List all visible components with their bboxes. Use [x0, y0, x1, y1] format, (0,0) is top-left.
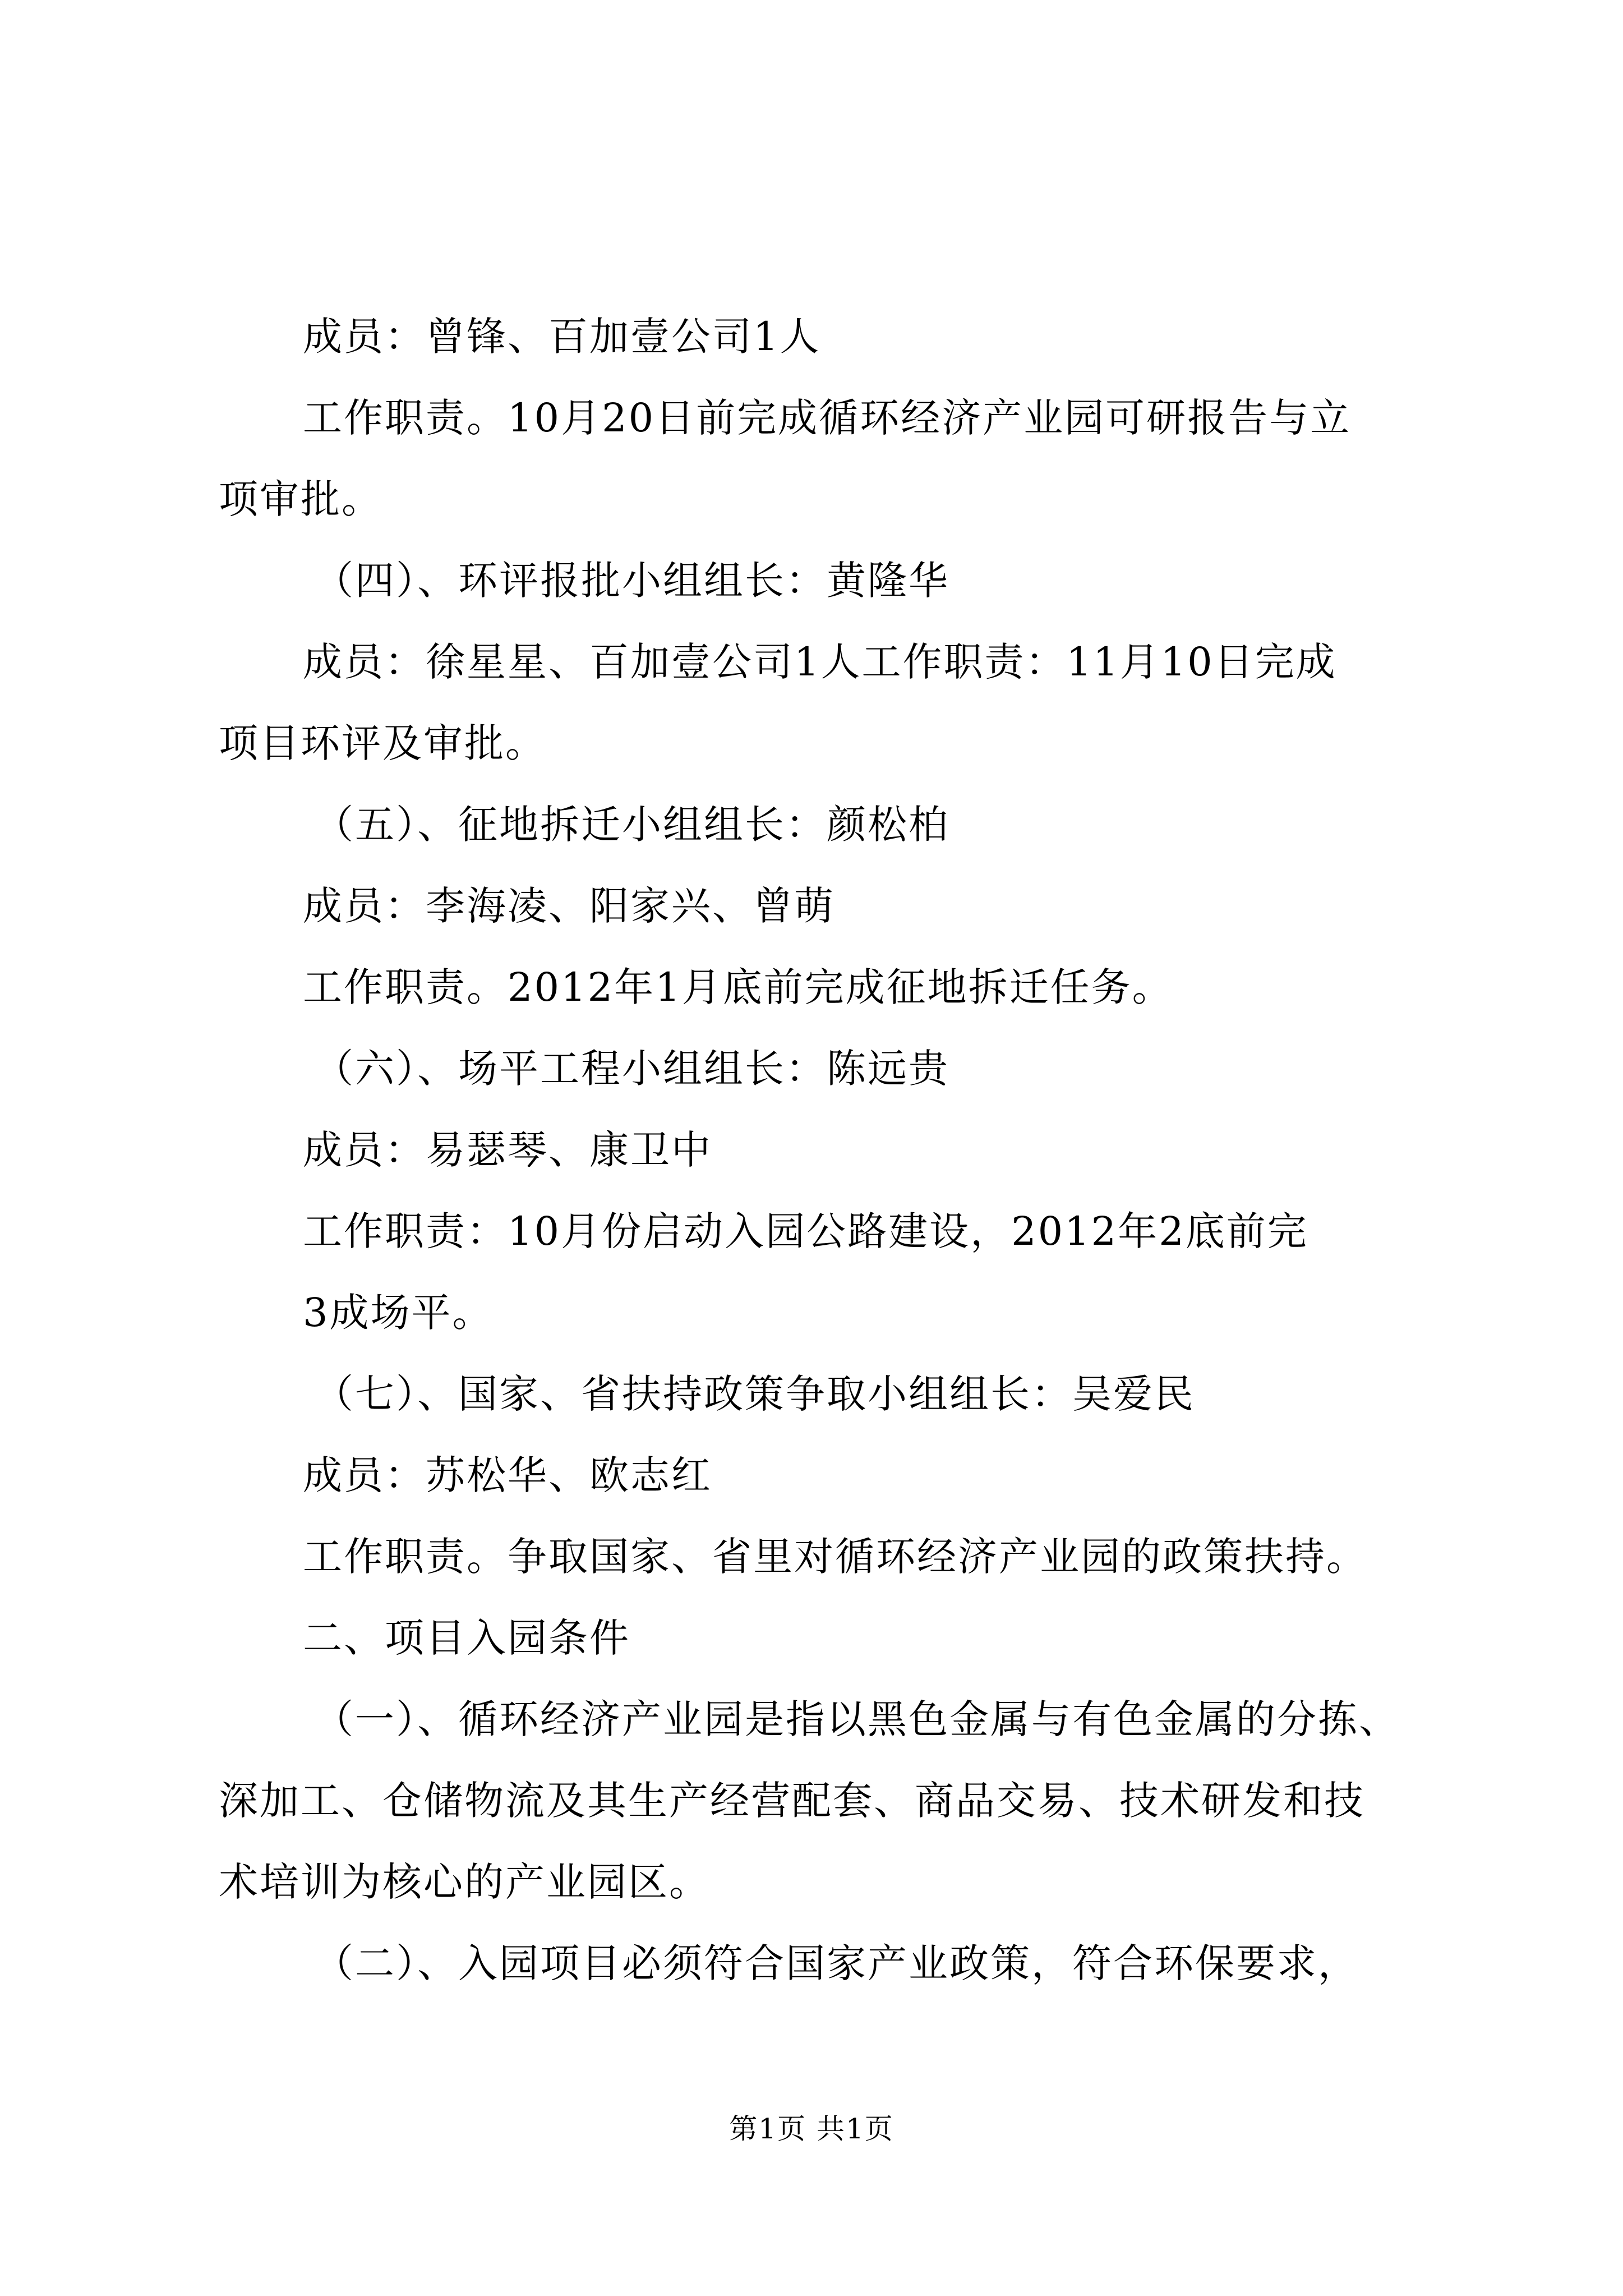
text-line: 成员：苏松华、欧志红 [303, 1452, 712, 1498]
text-line: 工作职责：10月份启动入园公路建设，2012年2底前完 [303, 1208, 1308, 1254]
text-line: 成员：李海凌、阳家兴、曾萌 [303, 883, 835, 929]
text-line: 成员：曾锋、百加壹公司1人 [303, 314, 821, 360]
section-heading: （六）、场平工程小组组长：陈远贵 [314, 1046, 949, 1092]
text-line: 成员：易瑟琴、康卫中 [303, 1127, 712, 1173]
text-line: 工作职责。10月20日前完成循环经济产业园可研报告与立 [303, 395, 1352, 441]
section-heading: 二、项目入园条件 [303, 1615, 630, 1661]
text-line: 工作职责。争取国家、省里对循环经济产业园的政策扶持。 [303, 1534, 1367, 1580]
text-line: 3成场平。 [303, 1290, 494, 1336]
text-line: 项审批。 [219, 476, 382, 522]
text-line: 成员：徐星星、百加壹公司1人工作职责：11月10日完成 [303, 639, 1337, 685]
section-heading: （七）、国家、省扶持政策争取小组组长：吴爱民 [314, 1371, 1195, 1417]
text-line: 工作职责。2012年1月底前完成征地拆迁任务。 [303, 964, 1173, 1010]
text-line: 项目环评及审批。 [219, 720, 546, 766]
text-line: （二）、入园项目必须符合国家产业政策，符合环保要求， [314, 1940, 1359, 1986]
text-line: （一）、循环经济产业园是指以黑色金属与有色金属的分拣、 [314, 1696, 1400, 1742]
page-footer: 第1页 共1页 [729, 2113, 894, 2145]
text-line: 深加工、仓储物流及其生产经营配套、商品交易、技术研发和技 [219, 1778, 1365, 1824]
section-heading: （四）、环评报批小组组长：黄隆华 [314, 558, 949, 604]
section-heading: （五）、征地拆迁小组组长：颜松柏 [314, 802, 949, 848]
text-line: 术培训为核心的产业园区。 [219, 1859, 710, 1905]
